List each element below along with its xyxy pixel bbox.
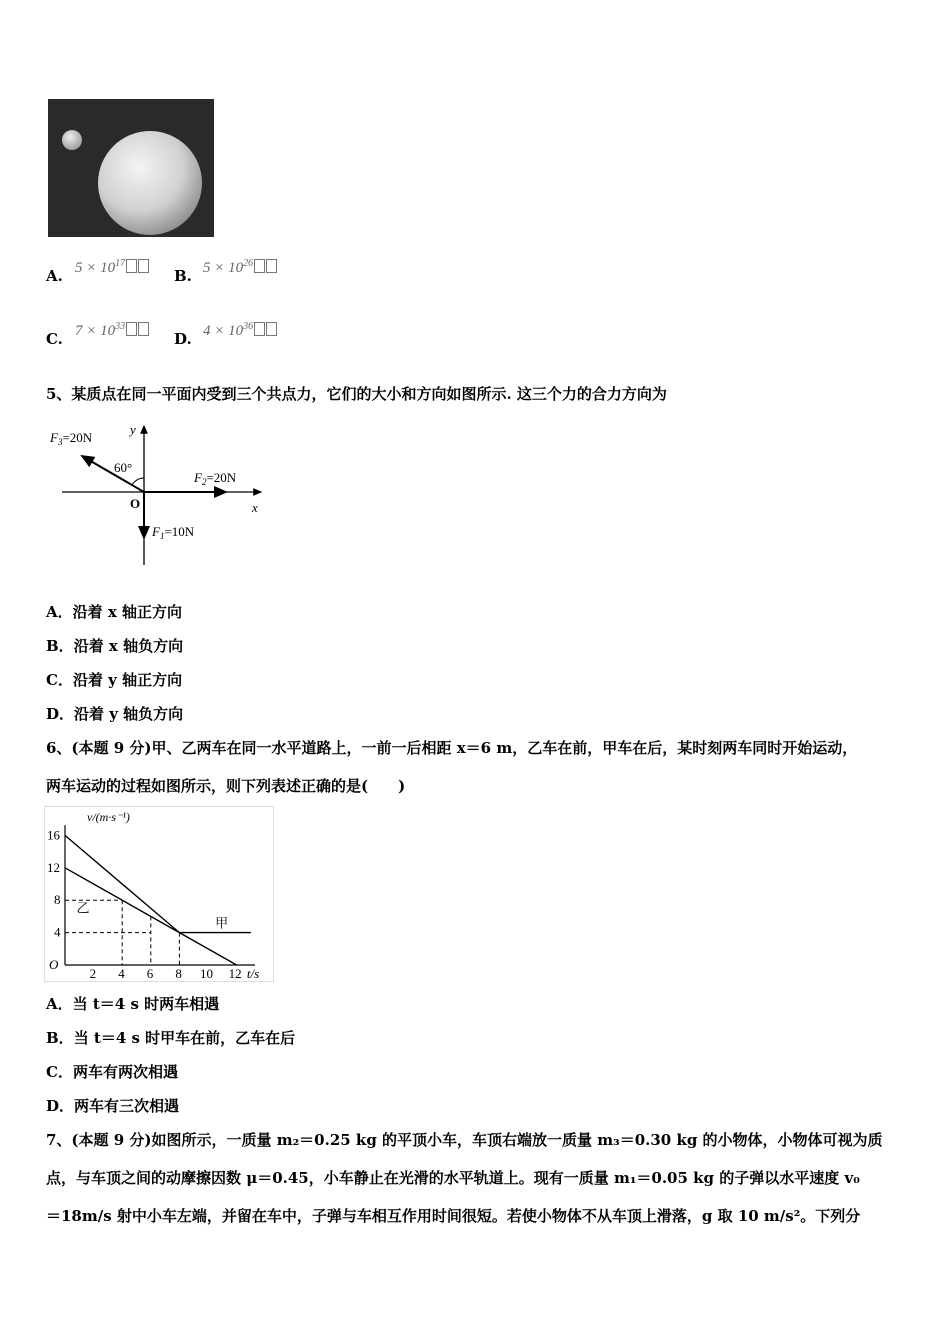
y-tick-label: 4 (54, 924, 61, 940)
q6-option-b (46, 1028, 295, 1048)
option-text: 沿着 y 轴正方向 (72, 671, 183, 689)
q4-option-b (174, 266, 192, 286)
f3-vector (82, 456, 144, 492)
q5-force-diagram (46, 420, 276, 570)
x-tick-label: 2 (89, 966, 97, 981)
f1-label: $F_1=10N$ (152, 524, 195, 541)
option-label: B． (46, 637, 74, 655)
q4-option-b-value: $5 \times 10^{26}$ (203, 258, 277, 277)
option-label: A． (46, 603, 73, 621)
x-tick-label: 10 (200, 966, 213, 981)
angle-arc (132, 478, 144, 485)
q7-line3: ＝18m/s 射中小车左端，并留在车中，子弹与车相互作用时间很短。若使小物体不从车顶上滑落，g 取 10 m/s²。下列分 (46, 1207, 861, 1225)
planet-photo (48, 99, 214, 237)
y-tick-label: 12 (47, 859, 60, 875)
unit-box-icon (254, 259, 265, 273)
option-label: D． (46, 705, 75, 723)
option-label: B. (174, 267, 192, 285)
x-tick-label: 8 (175, 966, 182, 981)
option-label: C． (46, 671, 73, 689)
option-text: 当 t＝4 s 时两车相遇 (72, 995, 220, 1013)
option-text: 两车有两次相遇 (72, 1063, 178, 1081)
q4-option-c (46, 329, 63, 349)
option-text: 两车有三次相遇 (74, 1097, 180, 1115)
y-axis-label: y (130, 422, 136, 437)
q5-stem: 5、某质点在同一平面内受到三个共点力，它们的大小和方向如图所示. 这三个力的合力方向为 (46, 385, 667, 403)
q6-option-d (46, 1096, 179, 1116)
unit-box-icon (254, 322, 265, 336)
series-line-yi (65, 868, 237, 965)
y-tick-label: 16 (47, 827, 60, 843)
q7-line1: 7、(本题 9 分)如图所示，一质量 m₂＝0.25 kg 的平顶小车，车顶右端放一质量 m₃＝0.30 kg 的小物体，小物体可视为质 (46, 1131, 883, 1149)
unit-box-icon (138, 259, 149, 273)
q6-option-a (46, 994, 219, 1014)
x-axis-label: x (252, 500, 258, 515)
option-text: 沿着 x 轴正方向 (72, 603, 183, 621)
angle-label: 60° (114, 460, 133, 475)
option-label: D． (46, 1097, 75, 1115)
option-text: 当 t＝4 s 时甲车在前，乙车在后 (73, 1029, 296, 1047)
unit-box-icon (126, 259, 137, 273)
q5-option-a (46, 602, 182, 622)
unit-box-icon (266, 322, 277, 336)
planet-illustration (48, 99, 214, 237)
y-axis-label: v/(m·s⁻¹) (87, 810, 130, 824)
unit-box-icon (266, 259, 277, 273)
series-label-jia: 甲 (215, 916, 229, 932)
option-label: D. (174, 330, 192, 348)
q4-option-d-value: $4 \times 10^{36}$ (203, 321, 277, 340)
q7-line2: 点，与车顶之间的动摩擦因数 μ＝0.45，小车静止在光滑的水平轨道上。现有一质量 m₁＝0.05 kg 的子弹以水平速度 v₀ (46, 1169, 860, 1187)
origin-label: O (130, 496, 141, 511)
x-axis-label: t/s (246, 966, 260, 981)
option-label: C． (46, 1063, 73, 1081)
x-tick-label: 12 (228, 966, 242, 981)
f3-label: $F_3=20N$ (50, 430, 93, 447)
x-tick-label: 4 (118, 966, 125, 981)
origin-label: O (49, 957, 59, 972)
q4-option-a-value: $5 \times 10^{17}$ (75, 258, 149, 277)
q4-option-a (46, 266, 63, 286)
force-diagram-svg (46, 420, 276, 570)
option-label: B． (46, 1029, 74, 1047)
q6-vt-chart (44, 806, 274, 982)
option-text: 沿着 y 轴负方向 (74, 705, 184, 723)
x-tick-label: 6 (146, 966, 154, 981)
y-tick-label: 8 (54, 892, 61, 908)
q4-option-d (174, 329, 192, 349)
series-label-yi: 乙 (76, 901, 90, 917)
f2-label: $F_2=20N$ (194, 470, 237, 487)
option-label: A． (46, 995, 73, 1013)
q6-option-c (46, 1062, 178, 1082)
unit-box-icon (126, 322, 137, 336)
q6-stem-line1: 6、(本题 9 分)甲、乙两车在同一水平道路上，一前一后相距 x＝6 m，乙车在前，甲车在后，某时刻两车同时开始运动， (46, 739, 858, 757)
option-label: A. (46, 267, 63, 285)
option-text: 沿着 x 轴负方向 (73, 637, 184, 655)
q5-option-c (46, 670, 182, 690)
vt-chart-svg (45, 807, 273, 981)
q4-option-c-value: $7 \times 10^{33}$ (75, 321, 149, 340)
unit-box-icon (138, 322, 149, 336)
q6-stem-line2: 两车运动的过程如图所示，则下列表述正确的是( ) (46, 777, 406, 795)
q5-option-b (46, 636, 183, 656)
q5-option-d (46, 704, 183, 724)
option-label: C. (46, 330, 63, 348)
